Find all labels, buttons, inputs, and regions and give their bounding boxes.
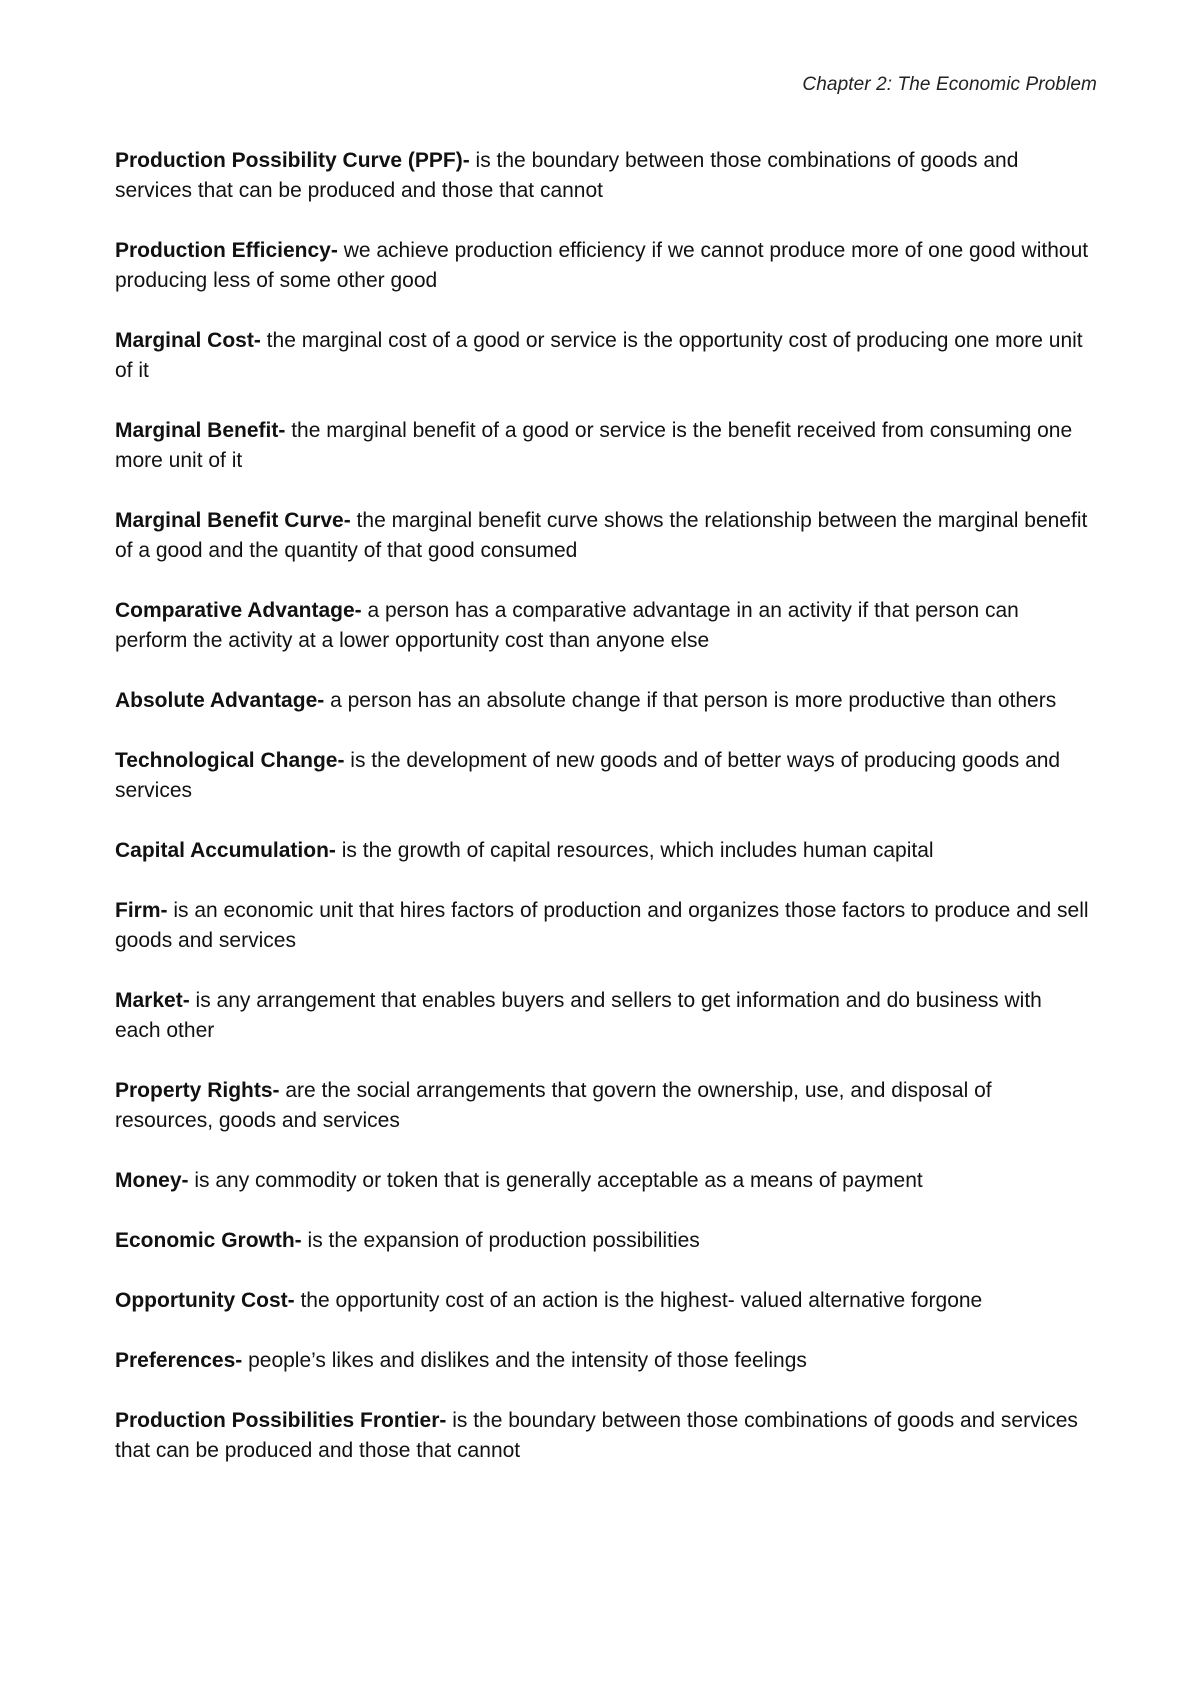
glossary-term: Market- bbox=[115, 989, 190, 1012]
glossary-term: Firm- bbox=[115, 899, 168, 922]
glossary-term: Production Efficiency- bbox=[115, 239, 338, 262]
glossary-term: Property Rights- bbox=[115, 1079, 280, 1102]
glossary-entry bbox=[115, 326, 1090, 386]
glossary-term: Comparative Advantage- bbox=[115, 599, 362, 622]
glossary-definition: is the boundary between those combinations of goods and services that can be produced and those that cannot bbox=[115, 149, 1019, 202]
glossary-term: Absolute Advantage- bbox=[115, 689, 325, 712]
glossary-term: Technological Change- bbox=[115, 749, 345, 772]
glossary-definition: we achieve production efficiency if we cannot produce more of one good without producing less of some other good bbox=[115, 239, 1089, 292]
glossary-definition: is the expansion of production possibilities bbox=[301, 1229, 700, 1252]
glossary-term: Marginal Benefit- bbox=[115, 419, 286, 442]
glossary-definition: is the growth of capital resources, which includes human capital bbox=[335, 839, 934, 862]
glossary-entry bbox=[115, 986, 1090, 1046]
glossary-term: Capital Accumulation- bbox=[115, 839, 336, 862]
glossary-entry bbox=[115, 1226, 1090, 1256]
glossary-entry bbox=[115, 1346, 1090, 1376]
glossary-entry bbox=[115, 416, 1090, 476]
glossary-term: Marginal Cost- bbox=[115, 329, 261, 352]
glossary-term: Opportunity Cost- bbox=[115, 1289, 295, 1312]
glossary-definition: is an economic unit that hires factors of production and organizes those factors to produce and sell goods and services bbox=[115, 899, 1089, 952]
running-header-chapter-title: Chapter 2: The Economic Problem bbox=[802, 74, 1097, 95]
glossary-entry bbox=[115, 896, 1090, 956]
glossary-term: Economic Growth- bbox=[115, 1229, 302, 1252]
glossary-entry bbox=[115, 1076, 1090, 1136]
glossary-entry bbox=[115, 1166, 1090, 1196]
glossary-definition: the opportunity cost of an action is the highest- valued alternative forgone bbox=[294, 1289, 983, 1312]
glossary-entry bbox=[115, 506, 1090, 566]
glossary-entry bbox=[115, 236, 1090, 296]
glossary-definition: is the development of new goods and of better ways of producing goods and services bbox=[115, 749, 1061, 802]
glossary-definition: is the boundary between those combinations of goods and services that can be produced and those that cannot bbox=[115, 1409, 1078, 1462]
glossary-definition: people’s likes and dislikes and the intensity of those feelings bbox=[242, 1349, 807, 1372]
glossary-definition: is any arrangement that enables buyers and sellers to get information and do business with each other bbox=[115, 989, 1042, 1042]
glossary-entry bbox=[115, 686, 1090, 716]
glossary-term: Marginal Benefit Curve- bbox=[115, 509, 351, 532]
glossary-definition: the marginal benefit curve shows the relationship between the marginal benefit of a good and the quantity of that good consumed bbox=[115, 509, 1088, 562]
glossary-definition: a person has a comparative advantage in an activity if that person can perform the activity at a lower opportunity cost than anyone else bbox=[115, 599, 1019, 652]
glossary-definition: is any commodity or token that is generally acceptable as a means of payment bbox=[188, 1169, 923, 1192]
glossary-term: Preferences- bbox=[115, 1349, 243, 1372]
glossary-list bbox=[115, 146, 1090, 1496]
glossary-entry bbox=[115, 146, 1090, 206]
glossary-term: Production Possibility Curve (PPF)- bbox=[115, 149, 470, 172]
glossary-entry bbox=[115, 836, 1090, 866]
glossary-definition: the marginal cost of a good or service is the opportunity cost of producing one more unit of it bbox=[115, 329, 1083, 382]
glossary-entry bbox=[115, 1406, 1090, 1466]
glossary-definition: a person has an absolute change if that person is more productive than others bbox=[324, 689, 1057, 712]
glossary-term: Money- bbox=[115, 1169, 189, 1192]
glossary-definition: are the social arrangements that govern the ownership, use, and disposal of resources, goods and services bbox=[115, 1079, 992, 1132]
glossary-entry bbox=[115, 1286, 1090, 1316]
glossary-entry bbox=[115, 596, 1090, 656]
glossary-term: Production Possibilities Frontier- bbox=[115, 1409, 447, 1432]
glossary-definition: the marginal benefit of a good or service is the benefit received from consuming one more unit of it bbox=[115, 419, 1073, 472]
glossary-entry bbox=[115, 746, 1090, 806]
